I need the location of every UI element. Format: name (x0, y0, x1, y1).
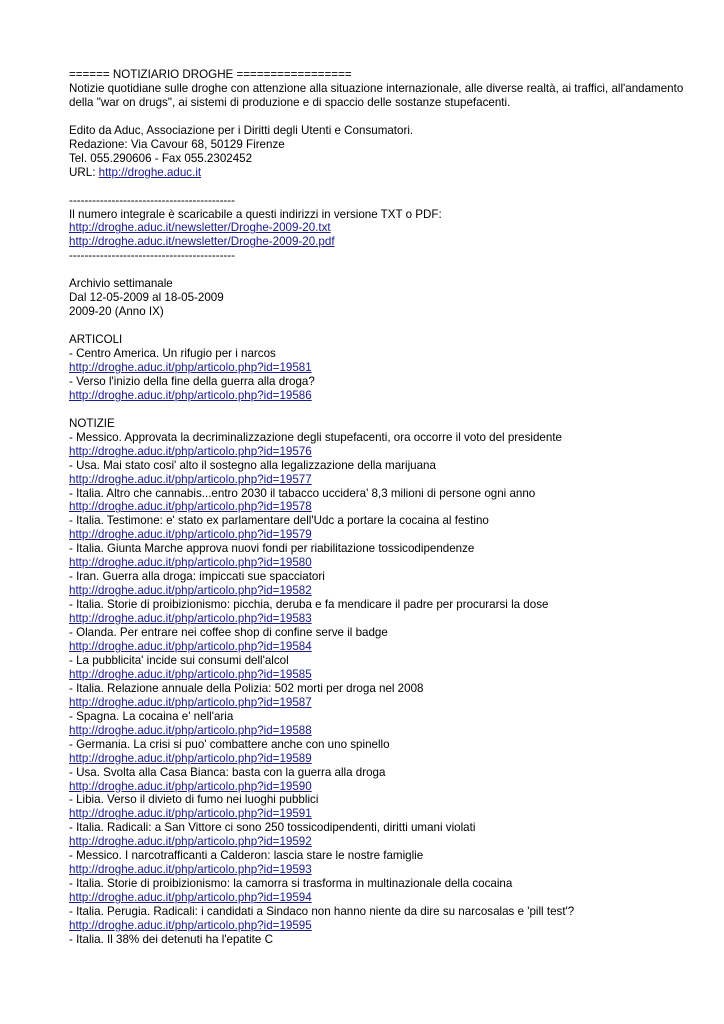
list-item-title: - Verso l'inizio della fine della guerra alla droga? (69, 374, 315, 388)
newsletter-intro: Notizie quotidiane sulle droghe con attenzione alla situazione internazionale, alle diverse realtà, ai traffici, all'andamento della "war on drugs", ai sistemi di produzione e di spaccio delle sostanze stupefacenti. (69, 81, 684, 109)
list-item-title: - Messico. I narcotrafficanti a Calderon: lascia stare le nostre famiglie (69, 849, 424, 863)
separator-bottom: ------------------------------------------- (69, 249, 236, 263)
spacer (69, 319, 709, 333)
list-item-link[interactable]: http://droghe.aduc.it/php/articolo.php?id=19585 (69, 667, 312, 681)
list-item-link-row (69, 807, 709, 821)
list-item-title: - Usa. Mai stato cosi' alto il sostegno alla legalizzazione della marijuana (69, 458, 436, 472)
publisher-name: Edito da Aduc, Associazione per i Diritti degli Utenti e Consumatori. (69, 123, 414, 137)
list-item-link[interactable]: http://droghe.aduc.it/php/articolo.php?id=19582 (69, 584, 312, 598)
list-item-link-row (69, 389, 709, 403)
list-item-title: - Olanda. Per entrare nei coffee shop di confine serve il badge (69, 626, 388, 640)
download-pdf-line (69, 235, 709, 249)
list-item-link-row (69, 752, 709, 766)
newsletter-page (69, 68, 709, 947)
list-item-title: - Spagna. La cocaina e' nell'aria (69, 709, 234, 723)
archive-title: Archivio settimanale (69, 277, 173, 291)
list-item-link[interactable]: http://droghe.aduc.it/php/articolo.php?id=19591 (69, 807, 312, 821)
list-item-link-row (69, 500, 709, 514)
list-item-link[interactable]: http://droghe.aduc.it/php/articolo.php?id=19580 (69, 556, 312, 570)
list-item-link-row (69, 863, 709, 877)
list-item-link-row (69, 445, 709, 459)
list-item-link-row (69, 528, 709, 542)
list-item-link-row (69, 696, 709, 710)
list-item-link-row (69, 780, 709, 794)
list-item-title: - Centro America. Un rifugio per i narcos (69, 347, 276, 360)
list-item-link[interactable]: http://droghe.aduc.it/php/articolo.php?id=19584 (69, 640, 312, 653)
publisher-url-line (69, 166, 709, 180)
list-item-title: - Usa. Svolta alla Casa Bianca: basta con la guerra alla droga (69, 765, 386, 779)
articles-heading: ARTICOLI (69, 333, 123, 347)
list-item-link-row (69, 640, 709, 654)
list-item-link[interactable]: http://droghe.aduc.it/php/articolo.php?id=19592 (69, 835, 312, 849)
list-item-link[interactable]: http://droghe.aduc.it/php/articolo.php?id=19586 (69, 388, 312, 402)
list-item-link[interactable]: http://droghe.aduc.it/php/articolo.php?id=19595 (69, 919, 312, 933)
list-item-title: - Libia. Verso il divieto di fumo nei luoghi pubblici (69, 793, 319, 807)
list-item-title: - Italia. Perugia. Radicali: i candidati a Sindaco non hanno niente da dire su narcosalas e 'pill test'? (69, 905, 575, 919)
list-item-title: - Messico. Approvata la decriminalizzazione degli stupefacenti, ora occorre il voto del presidente (69, 430, 562, 444)
list-item-link[interactable]: http://droghe.aduc.it/php/articolo.php?id=19587 (69, 695, 312, 709)
list-item-title: - Italia. Altro che cannabis...entro 2030 il tabacco uccidera' 8,3 milioni di persone ogni anno (69, 486, 536, 500)
download-text: Il numero integrale è scaricabile a questi indirizzi in versione TXT o PDF: (69, 207, 442, 221)
list-item-link[interactable]: http://droghe.aduc.it/php/articolo.php?id=19577 (69, 472, 312, 486)
site-link[interactable]: http://droghe.aduc.it (98, 165, 202, 179)
news-list (69, 431, 709, 947)
list-item-link-row (69, 584, 709, 598)
list-item-title: - Italia. Radicali: a San Vittore ci sono 250 tossicodipendenti, diritti umani violati (69, 821, 476, 835)
archive-range: Dal 12-05-2009 al 18-05-2009 (69, 291, 224, 305)
list-item-link[interactable]: http://droghe.aduc.it/php/articolo.php?id=19588 (69, 723, 312, 737)
spacer (69, 403, 709, 417)
news-heading: NOTIZIE (69, 416, 115, 430)
list-item-title: - Italia. Storie di proibizionismo: la camorra si trasforma in multinazionale della cocaina (69, 877, 513, 891)
spacer (69, 110, 709, 124)
list-item-link[interactable]: http://droghe.aduc.it/php/articolo.php?id=19590 (69, 779, 312, 793)
newsletter-banner: ====== NOTIZIARIO DROGHE ================= (69, 68, 352, 81)
list-item-link[interactable]: http://droghe.aduc.it/php/articolo.php?id=19589 (69, 751, 312, 765)
list-item-link[interactable]: http://droghe.aduc.it/php/articolo.php?id=19583 (69, 612, 312, 626)
list-item-link[interactable]: http://droghe.aduc.it/php/articolo.php?id=19578 (69, 500, 312, 514)
list-item-link[interactable]: http://droghe.aduc.it/php/articolo.php?id=19576 (69, 444, 312, 458)
list-item-title: - Italia. Giunta Marche approva nuovi fondi per riabilitazione tossicodipendenze (69, 542, 475, 556)
list-item-link[interactable]: http://droghe.aduc.it/php/articolo.php?id=19581 (69, 360, 312, 374)
spacer (69, 180, 709, 194)
list-item-title: - Italia. Storie di proibizionismo: picchia, deruba e fa mendicare il padre per procurarsi la dose (69, 598, 549, 612)
list-item-title: - Italia. Il 38% dei detenuti ha l'epatite C (69, 933, 273, 947)
url-label: URL: (69, 165, 99, 179)
list-item-title: - Germania. La crisi si puo' combattere anche con uno spinello (69, 737, 390, 751)
download-txt-line (69, 221, 709, 235)
list-item-title: - La pubblicita' incide sui consumi dell'alcol (69, 653, 289, 667)
pdf-download-link[interactable]: http://droghe.aduc.it/newsletter/Droghe-2009-20.pdf (69, 235, 335, 249)
archive-issue: 2009-20 (Anno IX) (69, 305, 164, 319)
separator-top: ------------------------------------------- (69, 193, 236, 207)
list-item-link[interactable]: http://droghe.aduc.it/php/articolo.php?id=19594 (69, 891, 312, 905)
list-item-link-row (69, 891, 709, 905)
list-item-link-row (69, 473, 709, 487)
publisher-address: Redazione: Via Cavour 68, 50129 Firenze (69, 137, 285, 151)
list-item-link-row (69, 612, 709, 626)
list-item-link-row (69, 556, 709, 570)
list-item-link[interactable]: http://droghe.aduc.it/php/articolo.php?id=19579 (69, 528, 312, 542)
spacer (69, 263, 709, 277)
list-item-title: - Iran. Guerra alla droga: impiccati sue spacciatori (69, 570, 325, 584)
list-item-link-row (69, 668, 709, 682)
txt-download-link[interactable]: http://droghe.aduc.it/newsletter/Droghe-2009-20.txt (69, 221, 331, 235)
list-item-link-row (69, 835, 709, 849)
list-item-title: - Italia. Testimone: e' stato ex parlamentare dell'Udc a portare la cocaina al festino (69, 514, 489, 528)
articles-list (69, 347, 709, 403)
list-item-link-row (69, 724, 709, 738)
list-item-link-row (69, 919, 709, 933)
publisher-phone: Tel. 055.290606 - Fax 055.2302452 (69, 151, 253, 165)
list-item-link[interactable]: http://droghe.aduc.it/php/articolo.php?id=19593 (69, 863, 312, 877)
list-item-title: - Italia. Relazione annuale della Polizia: 502 morti per droga nel 2008 (69, 681, 424, 695)
list-item-link-row (69, 361, 709, 375)
